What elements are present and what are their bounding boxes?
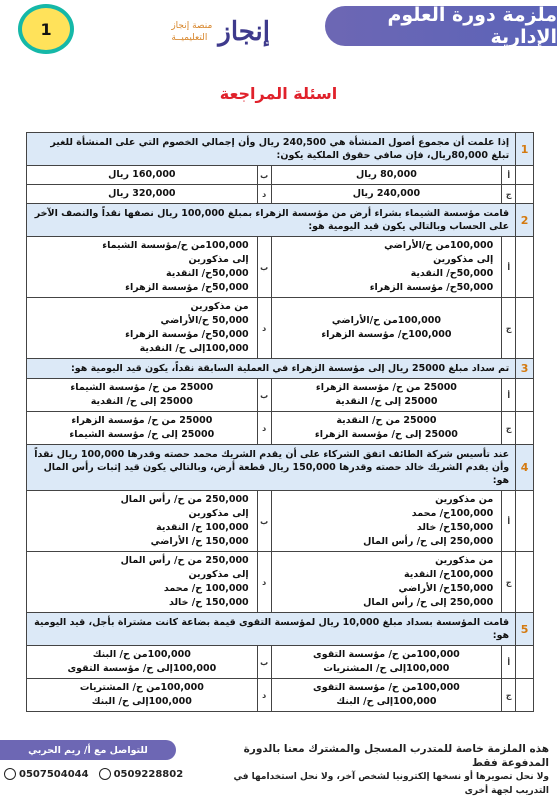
answer-option[interactable] [271, 646, 502, 679]
answer-option[interactable] [271, 491, 502, 552]
option-line: من مذكورين [435, 555, 494, 566]
options-gutter [516, 679, 534, 712]
option-letter: ج [502, 298, 516, 359]
logo-line-2: التعليميــة [171, 33, 208, 43]
whatsapp-icon [99, 768, 111, 780]
options-row [27, 646, 534, 679]
options-gutter [516, 166, 534, 185]
option-line: 25000 من ح/ مؤسسة الزهراء [71, 415, 213, 426]
option-letter: د [257, 185, 271, 204]
contact-label: للتواصل مع أ/ ريم الحربي [0, 740, 176, 760]
options-row [27, 412, 534, 445]
option-line: 25000 إلى ح/ مؤسسة الشيماء [69, 429, 215, 440]
page-number: 1 [40, 19, 52, 39]
option-line: 100,000إلى ح/ مؤسسة التقوى [67, 663, 217, 674]
option-line: 50,000ح/ مؤسسة الزهراء [369, 282, 494, 293]
page-number-badge [18, 4, 74, 54]
options-gutter [516, 237, 534, 298]
whatsapp-icon [4, 768, 16, 780]
question-text: عند تأسيس شركة الطائف اتفق الشركاء على أن يقدم الشريك محمد حصته وقدرها 100,000 ريال نقداً وأن يقدم الشريك خالد حصته وقدرها 150,000 ريال قطعة أرض، وبالتالي يكون قيد إثبات رأس المال هو: [27, 445, 516, 491]
option-line: 50,000ح/ النقدية [166, 268, 249, 279]
option-line: 50,000ح/ مؤسسة الزهراء [125, 282, 249, 293]
option-letter: أ [502, 491, 516, 552]
option-line: 150,000ح/ خالد [416, 522, 494, 533]
option-letter: أ [502, 646, 516, 679]
option-line: إلى مذكورين [433, 254, 494, 265]
option-line: 250,000 إلى ح/ رأس المال [363, 597, 494, 608]
option-line: 150,000 ح/ خالد [168, 597, 249, 608]
footer-notice-line-2: ولا نحل تصويرها أو نسخها إلكترونيا لشخص آخر، ولا نحل استخدامها في التدريب لجهة أخرى [233, 772, 549, 796]
question-text: إذا علمت أن مجموع أصول المنشأة هي 240,500 ريال وأن إجمالي الخصوم التي على المنشأة للغير تبلغ 80,000ريال، فإن صافي حقوق الملكية يكون: [27, 133, 516, 166]
footer-notice-line-1: هذه الملزمة خاصة للمتدرب المسجل والمشترك معنا بالدورة المدفوعة فقط [243, 743, 549, 769]
option-line: 100,000من ح/الأراضي [331, 315, 442, 326]
option-line: 100,000من ح/الأراضي [384, 240, 494, 251]
option-line: 25000 من ح/ النقدية [336, 415, 437, 426]
option-line: 100,000من ح/ مؤسسة التقوى [313, 649, 460, 660]
option-letter: ب [257, 491, 271, 552]
option-line: من مذكورين [190, 301, 249, 312]
answer-option[interactable] [271, 237, 502, 298]
option-line: 100,000إلى ح/ النقدية [139, 343, 249, 354]
option-line: من مذكورين [435, 494, 494, 505]
question-row [27, 133, 534, 166]
option-line: 100,000 ح/ محمد [163, 583, 249, 594]
course-title: ملزمة دورة العلوم الإدارية [387, 4, 557, 48]
footer-notice [209, 742, 549, 798]
option-letter: د [257, 679, 271, 712]
option-line: 100,000من ح/ البنك [92, 649, 191, 660]
section-title: اسئلة المراجعة [219, 84, 338, 103]
options-gutter [516, 185, 534, 204]
option-line: 240,000 ريال [352, 188, 421, 199]
review-questions-table [26, 132, 534, 712]
question-text: قامت المؤسسة بسداد مبلغ 10,000 ريال لمؤسسة التقوى قيمة بضاعة كانت مشتراة بأجل، قيد اليومية هو: [27, 613, 516, 646]
question-number: 5 [516, 613, 534, 646]
page-footer [0, 738, 557, 796]
option-line: إلى مذكورين [188, 508, 249, 519]
phone-numbers [4, 768, 183, 780]
answer-option[interactable] [27, 379, 258, 412]
page-header [0, 0, 557, 62]
phone-1 [99, 768, 184, 780]
question-row [27, 204, 534, 237]
options-row [27, 298, 534, 359]
phone-1-number: 0509228802 [113, 768, 184, 780]
options-row [27, 491, 534, 552]
option-line: 100,000ح/ محمد [411, 508, 494, 519]
option-letter: أ [502, 166, 516, 185]
options-gutter [516, 552, 534, 613]
logo-line-1: منصة إنجاز [171, 21, 213, 31]
option-letter: د [257, 412, 271, 445]
option-line: 100,000إلى ح/ البنك [336, 696, 437, 707]
option-line: 25000 إلى ح/ مؤسسة الزهراء [314, 429, 458, 440]
option-letter: ج [502, 552, 516, 613]
question-row [27, 445, 534, 491]
answer-option[interactable] [27, 679, 258, 712]
option-line: 80,000 ريال [356, 169, 417, 180]
answer-option[interactable] [271, 185, 502, 204]
option-letter: ب [257, 237, 271, 298]
option-line: 50,000 ح/الأراضي [160, 315, 249, 326]
option-line: 25000 من ح/ مؤسسة الزهراء [315, 382, 457, 393]
option-line: إلى مذكورين [188, 569, 249, 580]
question-text: قامت مؤسسة الشيماء بشراء أرض من مؤسسة الزهراء بمبلغ 100,000 ريال نصفها نقداً والنصف الآخر على الحساب وبالتالي يكون قيد اليومية هو: [27, 204, 516, 237]
option-line: 250,000 من ح/ رأس المال [120, 494, 249, 505]
phone-2 [4, 768, 89, 780]
option-letter: ب [257, 646, 271, 679]
option-letter: ج [502, 679, 516, 712]
question-number: 3 [516, 359, 534, 379]
answer-option[interactable] [27, 237, 258, 298]
question-number: 1 [516, 133, 534, 166]
options-gutter [516, 298, 534, 359]
option-line: 320,000 ريال [108, 188, 176, 199]
option-line: 50,000ح/ النقدية [410, 268, 494, 279]
answer-option[interactable] [27, 298, 258, 359]
option-letter: ب [257, 379, 271, 412]
answer-option[interactable] [27, 552, 258, 613]
option-letter: د [257, 552, 271, 613]
option-line: 50,000ح/ مؤسسة الزهراء [125, 329, 249, 340]
answer-option[interactable] [271, 679, 502, 712]
option-line: 100,000إلى ح/ المشتريات [323, 663, 450, 674]
option-line: 100,000من ح/مؤسسة الشيماء [102, 240, 249, 251]
options-row [27, 552, 534, 613]
answer-option[interactable] [27, 646, 258, 679]
option-letter: ج [502, 185, 516, 204]
question-number: 2 [516, 204, 534, 237]
option-line: 160,000 ريال [108, 169, 176, 180]
options-row [27, 237, 534, 298]
platform-logo [160, 10, 270, 54]
answer-option[interactable] [271, 412, 502, 445]
question-row [27, 359, 534, 379]
option-line: 150,000 ح/ الأراضي [150, 536, 249, 547]
answer-option[interactable] [27, 185, 258, 204]
logo-text [171, 20, 212, 44]
options-gutter [516, 491, 534, 552]
options-row [27, 185, 534, 204]
option-line: 100,000 ح/ النقدية [156, 522, 249, 533]
answer-option[interactable] [27, 166, 258, 185]
answer-option[interactable] [271, 552, 502, 613]
answer-option[interactable] [27, 412, 258, 445]
question-number: 4 [516, 445, 534, 491]
phone-2-number: 0507504044 [19, 768, 89, 780]
option-line: 100,000إلى ح/ البنك [91, 696, 192, 707]
logo-mark: إنجاز [218, 17, 270, 47]
option-line: 25000 إلى ح/ النقدية [335, 396, 438, 407]
option-line: 250,000 إلى ح/ رأس المال [363, 536, 494, 547]
option-line: 100,000من ح/ مؤسسة التقوى [313, 682, 460, 693]
option-line: 25000 إلى ح/ النقدية [90, 396, 193, 407]
option-line: 100,000ح/ مؤسسة الزهراء [321, 329, 452, 340]
options-gutter [516, 379, 534, 412]
option-line: إلى مذكورين [188, 254, 249, 265]
question-text: تم سداد مبلغ 25000 ريال إلى مؤسسة الزهراء في العملية السابقة نقداً، يكون قيد اليومية هو: [27, 359, 516, 379]
option-letter: د [257, 298, 271, 359]
options-gutter [516, 646, 534, 679]
option-line: 25000 من ح/ مؤسسة الشيماء [70, 382, 214, 393]
answer-option[interactable] [27, 491, 258, 552]
course-title-band [325, 6, 557, 46]
option-line: 100,000من ح/ المشتريات [79, 682, 204, 693]
option-line: 100,000ح/ النقدية [403, 569, 494, 580]
options-gutter [516, 412, 534, 445]
answer-option[interactable] [271, 298, 502, 359]
answer-option[interactable] [271, 166, 502, 185]
options-row [27, 679, 534, 712]
option-line: 250,000 من ح/ رأس المال [120, 555, 249, 566]
option-line: 150,000ح/ الأراضي [398, 583, 494, 594]
option-letter: أ [502, 379, 516, 412]
option-letter: ج [502, 412, 516, 445]
question-row [27, 613, 534, 646]
options-row [27, 166, 534, 185]
answer-option[interactable] [271, 379, 502, 412]
option-letter: أ [502, 237, 516, 298]
option-letter: ب [257, 166, 271, 185]
options-row [27, 379, 534, 412]
